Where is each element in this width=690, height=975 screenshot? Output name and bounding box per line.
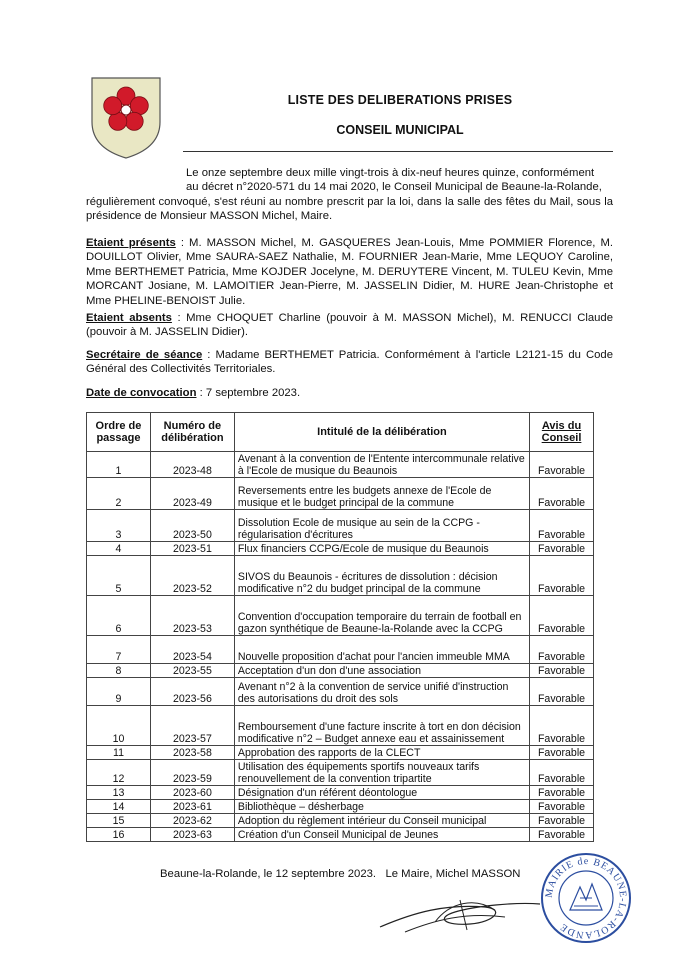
cell-avis: Favorable: [530, 452, 594, 478]
handwritten-signature-icon: [375, 882, 545, 942]
cell-intitule: Dissolution Ecole de musique au sein de la CCPG - régularisation d'écritures: [234, 510, 529, 542]
table-row: [87, 556, 594, 596]
cell-avis: Favorable: [530, 828, 594, 842]
table-row: [87, 800, 594, 814]
intro-line-2: au décret n°2020-571 du 14 mai 2020, le Conseil Municipal de Beaune-la-Rolande,: [186, 181, 602, 194]
cell-ordre: 3: [87, 510, 151, 542]
cell-numero: 2023-59: [150, 760, 234, 786]
coat-of-arms-icon: [90, 76, 162, 160]
cell-ordre: 9: [87, 678, 151, 706]
table-header-row: [87, 413, 594, 452]
cell-numero: 2023-54: [150, 636, 234, 664]
cell-numero: 2023-58: [150, 746, 234, 760]
table-row: [87, 510, 594, 542]
header-ordre: Ordre de passage: [87, 413, 151, 452]
cell-ordre: 14: [87, 800, 151, 814]
convocation-text: : 7 septembre 2023.: [196, 387, 301, 399]
secretaire-paragraph: [86, 348, 613, 377]
cell-avis: Favorable: [530, 760, 594, 786]
cell-ordre: 1: [87, 452, 151, 478]
cell-numero: 2023-52: [150, 556, 234, 596]
cell-numero: 2023-60: [150, 786, 234, 800]
cell-intitule: Avenant à la convention de l'Entente intercommunale relative à l'Ecole de musique du Beaunois: [234, 452, 529, 478]
cell-intitule: Avenant n°2 à la convention de service unifié d'instruction des autorisations du droit des sols: [234, 678, 529, 706]
intro-rest: régulièrement convoqué, s'est réuni au nombre prescrit par la loi, dans la salle des fêtes du Mail, sous la présidence de Monsieur MASSON Michel, Maire.: [86, 195, 613, 223]
cell-ordre: 6: [87, 596, 151, 636]
cell-avis: Favorable: [530, 800, 594, 814]
intro-paragraph: [86, 166, 613, 224]
table-row: [87, 828, 594, 842]
table-row: [87, 478, 594, 510]
table-row: [87, 786, 594, 800]
cell-avis: Favorable: [530, 542, 594, 556]
document-title: LISTE DES DELIBERATIONS PRISES: [287, 93, 513, 107]
secretaire-text: : Madame BERTHEMET Patricia. Conformément à l'article L2121-15 du Code Général des Collectivités Territoriales.: [86, 349, 613, 376]
cell-intitule: Adoption du règlement intérieur du Conseil municipal: [234, 814, 529, 828]
intro-line-1: Le onze septembre deux mille vingt-trois à dix-neuf heures quinze, conformément: [186, 167, 595, 179]
header-rule: [183, 151, 613, 152]
header-avis: Avis du Conseil: [530, 413, 594, 452]
header-numero: Numéro de délibération: [150, 413, 234, 452]
convocation-paragraph: [86, 386, 613, 400]
deliberations-table: [86, 412, 594, 842]
cell-numero: 2023-62: [150, 814, 234, 828]
presents-text: : M. MASSON Michel, M. GASQUERES Jean-Louis, Mme POMMIER Florence, M. DOUILLOT Olivier, Mme SAURA-SAEZ Nathalie, M. FOURNIER Jean-Marie, Mme LEQUOY Caroline, Mme BERTHEMET Patricia, Mme KOJDER Jocelyne, M. DERUYTERE Vincent, M. TULEU Kevin, Mme MORCANT Josiane, M. LAMOITIER Jean-Pierre, M. JASSELIN Didier, M. HURE Jean-Christophe et Mme PHELINE-BENOIST Julie.: [86, 237, 613, 307]
cell-intitule: Création d'un Conseil Municipal de Jeunes: [234, 828, 529, 842]
cell-intitule: SIVOS du Beaunois - écritures de dissolution : décision modificative n°2 du budget principal de la commune: [234, 556, 529, 596]
table-row: [87, 664, 594, 678]
cell-intitule: Reversements entre les budgets annexe de l'Ecole de musique et le budget principal de la commune: [234, 478, 529, 510]
cell-ordre: 4: [87, 542, 151, 556]
absents-label: Etaient absents: [86, 312, 172, 324]
table-row: [87, 760, 594, 786]
cell-avis: Favorable: [530, 814, 594, 828]
cell-intitule: Approbation des rapports de la CLECT: [234, 746, 529, 760]
cell-ordre: 7: [87, 636, 151, 664]
table-row: [87, 678, 594, 706]
cell-numero: 2023-56: [150, 678, 234, 706]
presents-paragraph: [86, 236, 613, 308]
cell-intitule: Nouvelle proposition d'achat pour l'ancien immeuble MMA: [234, 636, 529, 664]
signature-line: [160, 868, 520, 880]
cell-avis: Favorable: [530, 636, 594, 664]
cell-numero: 2023-49: [150, 478, 234, 510]
table-row: [87, 636, 594, 664]
cell-intitule: Utilisation des équipements sportifs nouveaux tarifs renouvellement de la convention tripartite: [234, 760, 529, 786]
table-row: [87, 596, 594, 636]
cell-numero: 2023-57: [150, 706, 234, 746]
cell-numero: 2023-61: [150, 800, 234, 814]
absents-text: : Mme CHOQUET Charline (pouvoir à M. MASSON Michel), M. RENUCCI Claude (pouvoir à M. JASSELIN Didier).: [86, 312, 613, 339]
cell-avis: Favorable: [530, 706, 594, 746]
cell-ordre: 13: [87, 786, 151, 800]
table-row: [87, 814, 594, 828]
header-intitule: Intitulé de la délibération: [234, 413, 529, 452]
secretaire-label: Secrétaire de séance: [86, 349, 203, 361]
cell-numero: 2023-50: [150, 510, 234, 542]
cell-ordre: 15: [87, 814, 151, 828]
cell-avis: Favorable: [530, 556, 594, 596]
table-row: [87, 452, 594, 478]
cell-ordre: 16: [87, 828, 151, 842]
cell-avis: Favorable: [530, 678, 594, 706]
cell-ordre: 10: [87, 706, 151, 746]
cell-numero: 2023-55: [150, 664, 234, 678]
cell-ordre: 11: [87, 746, 151, 760]
signatory: Le Maire, Michel MASSON: [385, 868, 521, 880]
document-subtitle: CONSEIL MUNICIPAL: [336, 123, 464, 137]
cell-numero: 2023-63: [150, 828, 234, 842]
absents-paragraph: [86, 311, 613, 340]
cell-avis: Favorable: [530, 478, 594, 510]
cell-ordre: 8: [87, 664, 151, 678]
cell-intitule: Acceptation d'un don d'une association: [234, 664, 529, 678]
place-date: Beaune-la-Rolande, le 12 septembre 2023.: [160, 868, 377, 880]
cell-avis: Favorable: [530, 596, 594, 636]
cell-avis: Favorable: [530, 786, 594, 800]
cell-numero: 2023-48: [150, 452, 234, 478]
cell-intitule: Convention d'occupation temporaire du terrain de football en gazon synthétique de Beaune-la-Rolande avec la CCPG: [234, 596, 529, 636]
cell-ordre: 12: [87, 760, 151, 786]
cell-ordre: 2: [87, 478, 151, 510]
cell-avis: Favorable: [530, 746, 594, 760]
cell-intitule: Bibliothèque – désherbage: [234, 800, 529, 814]
presents-label: Etaient présents: [86, 237, 176, 249]
cell-ordre: 5: [87, 556, 151, 596]
table-row: [87, 746, 594, 760]
town-hall-seal-icon: [540, 852, 632, 944]
convocation-label: Date de convocation: [86, 387, 197, 399]
cell-intitule: Remboursement d'une facture inscrite à tort en don décision modificative n°2 – Budget annexe eau et assainissement: [234, 706, 529, 746]
cell-avis: Favorable: [530, 664, 594, 678]
cell-numero: 2023-53: [150, 596, 234, 636]
svg-text:MAIRIE de BEAUNE-LA-ROLANDE: MAIRIE de BEAUNE-LA-ROLANDE: [543, 855, 629, 941]
table-row: [87, 706, 594, 746]
cell-numero: 2023-51: [150, 542, 234, 556]
table-row: [87, 542, 594, 556]
cell-intitule: Flux financiers CCPG/Ecole de musique du Beaunois: [234, 542, 529, 556]
cell-intitule: Désignation d'un référent déontologue: [234, 786, 529, 800]
cell-avis: Favorable: [530, 510, 594, 542]
